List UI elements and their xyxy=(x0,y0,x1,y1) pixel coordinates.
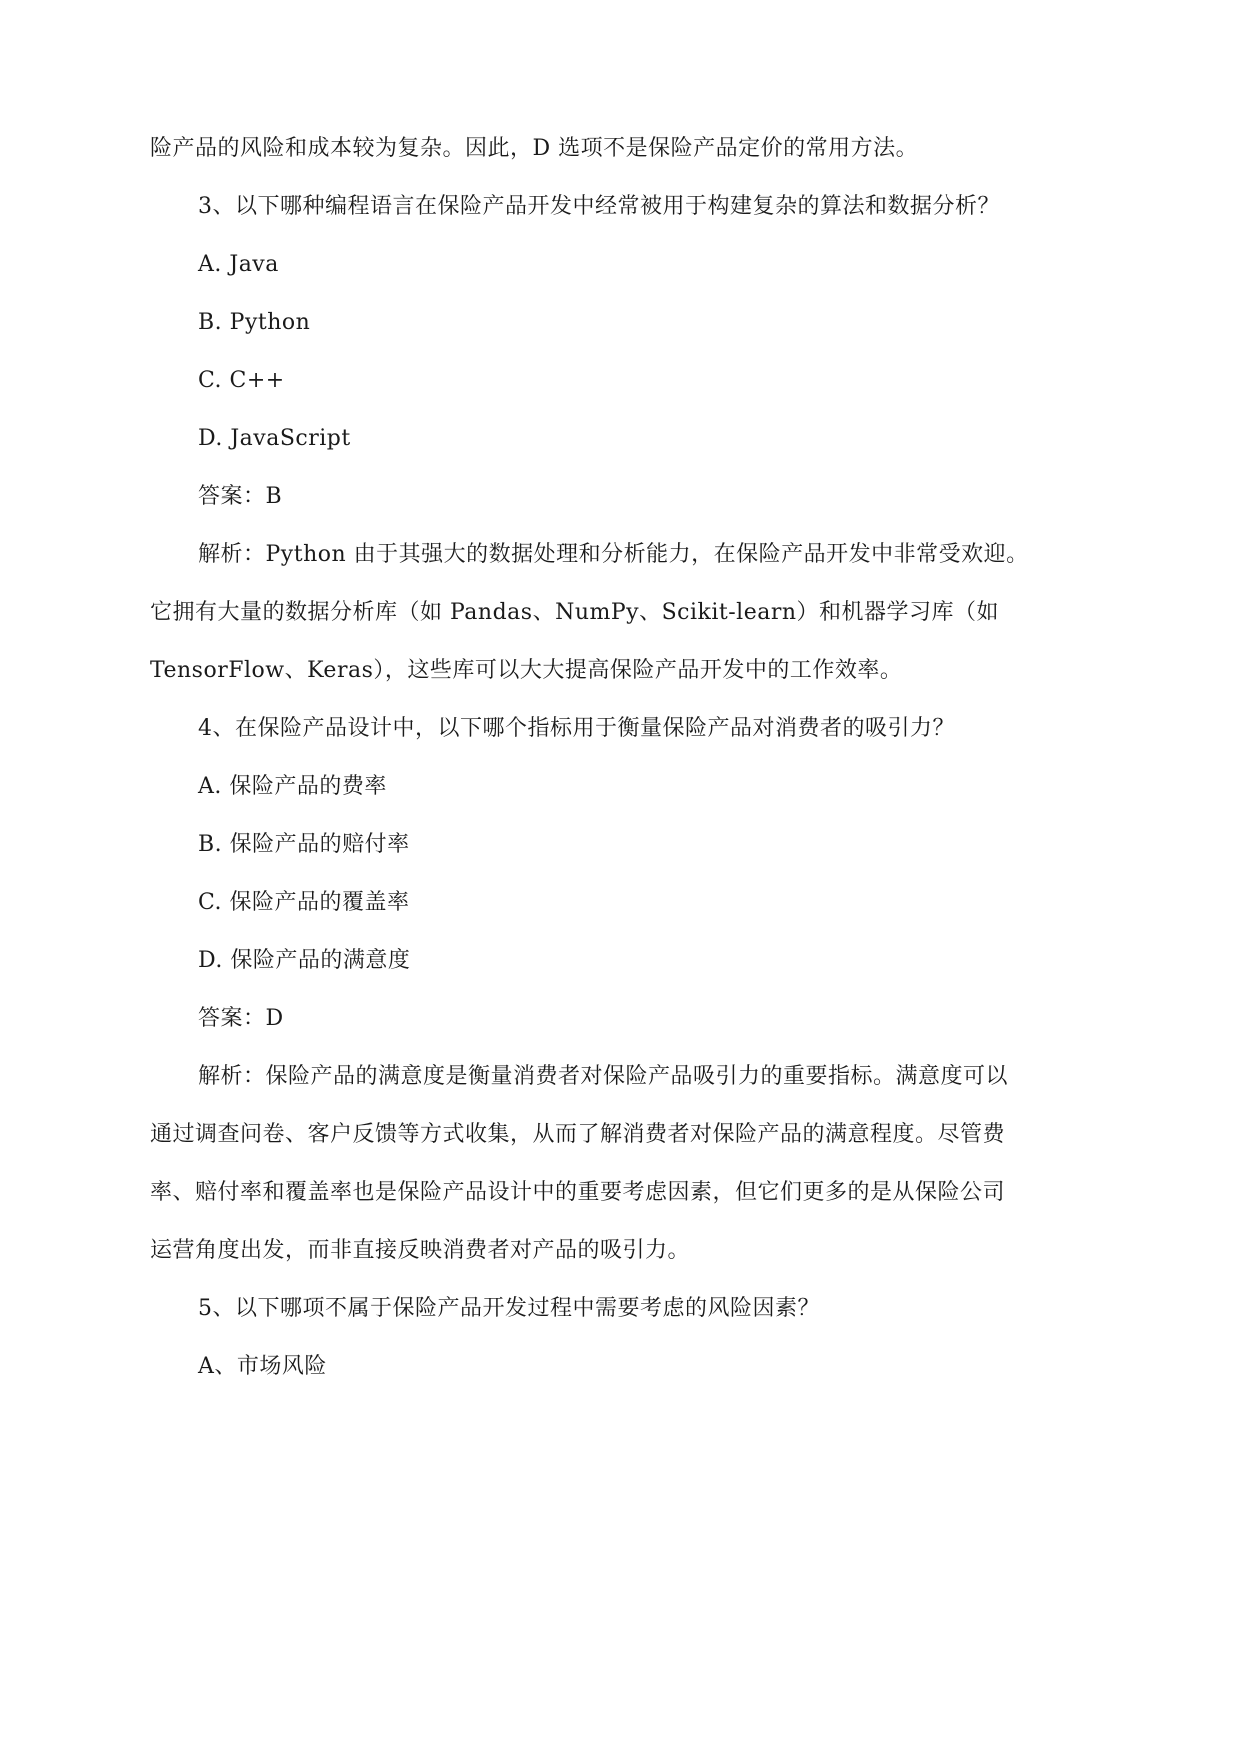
q4-explanation-line-4: 运营角度出发，而非直接反映消费者对产品的吸引力。 xyxy=(150,1238,691,1263)
question-3: 3、以下哪种编程语言在保险产品开发中经常被用于构建复杂的算法和数据分析？ xyxy=(198,194,1000,219)
question-4: 4、在保险产品设计中，以下哪个指标用于衡量保险产品对消费者的吸引力？ xyxy=(198,716,955,741)
question-5: 5、以下哪项不属于保险产品开发过程中需要考虑的风险因素？ xyxy=(198,1296,820,1321)
paragraph-continuation: 险产品的风险和成本较为复杂。因此，D 选项不是保险产品定价的常用方法。 xyxy=(150,136,919,161)
q4-option-d: D. 保险产品的满意度 xyxy=(198,948,411,973)
q3-explanation-line-1: 解析：Python 由于其强大的数据处理和分析能力，在保险产品开发中非常受欢迎。 xyxy=(198,542,1029,567)
q3-option-d: D. JavaScript xyxy=(198,426,351,451)
q3-option-c: C. C++ xyxy=(198,368,285,393)
q4-option-c: C. 保险产品的覆盖率 xyxy=(198,890,410,915)
q4-option-b: B. 保险产品的赔付率 xyxy=(198,832,410,857)
q3-explanation-line-3: TensorFlow、Keras），这些库可以大大提高保险产品开发中的工作效率。 xyxy=(150,658,903,683)
q3-answer: 答案：B xyxy=(198,484,283,509)
q4-explanation-line-3: 率、赔付率和覆盖率也是保险产品设计中的重要考虑因素，但它们更多的是从保险公司 xyxy=(150,1180,1006,1205)
q4-answer: 答案：D xyxy=(198,1006,284,1031)
q4-option-a: A. 保险产品的费率 xyxy=(198,774,387,799)
q4-explanation-line-2: 通过调查问卷、客户反馈等方式收集，从而了解消费者对保险产品的满意程度。尽管费 xyxy=(150,1122,1006,1147)
q3-option-b: B. Python xyxy=(198,310,311,335)
q4-explanation-line-1: 解析：保险产品的满意度是衡量消费者对保险产品吸引力的重要指标。满意度可以 xyxy=(198,1064,1009,1089)
q3-option-a: A. Java xyxy=(198,252,279,277)
q5-option-a: A、市场风险 xyxy=(198,1354,327,1379)
q3-explanation-line-2: 它拥有大量的数据分析库（如 Pandas、NumPy、Scikit-learn）和机器学习库（如 xyxy=(150,600,1000,625)
